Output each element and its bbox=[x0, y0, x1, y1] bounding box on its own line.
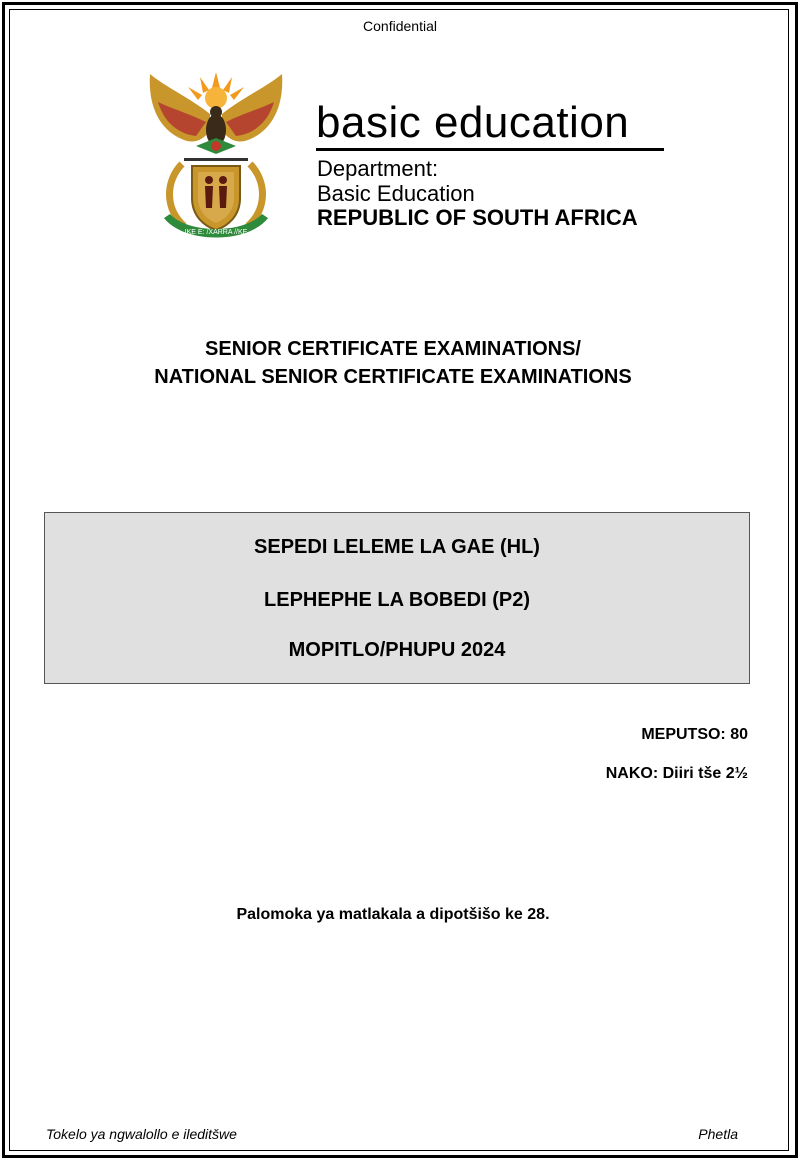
subject-paper: LEPHEPHE LA BOBEDI (P2) bbox=[264, 589, 530, 611]
brand-divider bbox=[316, 148, 664, 151]
confidential-label: Confidential bbox=[363, 18, 437, 34]
subject-name: SEPEDI LELEME LA GAE (HL) bbox=[254, 536, 540, 558]
brand-title: basic education bbox=[316, 98, 630, 147]
page-count-note: Palomoka ya matlakala a dipotšišo ke 28. bbox=[236, 906, 550, 923]
marks-label: MEPUTSO: 80 bbox=[641, 726, 748, 743]
coat-of-arms-icon bbox=[144, 68, 288, 246]
brand-basic-education: Basic Education bbox=[317, 181, 475, 206]
time-label: NAKO: Diiri tše 2½ bbox=[605, 765, 748, 782]
copyright-footer: Tokelo ya ngwalollo e ileditšwe bbox=[46, 1126, 237, 1142]
crest-motto: !KE E: /XARRA //KE bbox=[184, 229, 248, 236]
brand-department: Department: bbox=[317, 156, 439, 181]
exam-title-line2: NATIONAL SENIOR CERTIFICATE EXAMINATIONS bbox=[154, 366, 632, 388]
brand-country: REPUBLIC OF SOUTH AFRICA bbox=[317, 205, 638, 230]
turn-over-footer: Phetla bbox=[698, 1126, 738, 1142]
exam-title-line1: SENIOR CERTIFICATE EXAMINATIONS/ bbox=[205, 338, 581, 360]
subject-box bbox=[44, 512, 750, 684]
subject-session: MOPITLO/PHUPU 2024 bbox=[288, 639, 506, 661]
